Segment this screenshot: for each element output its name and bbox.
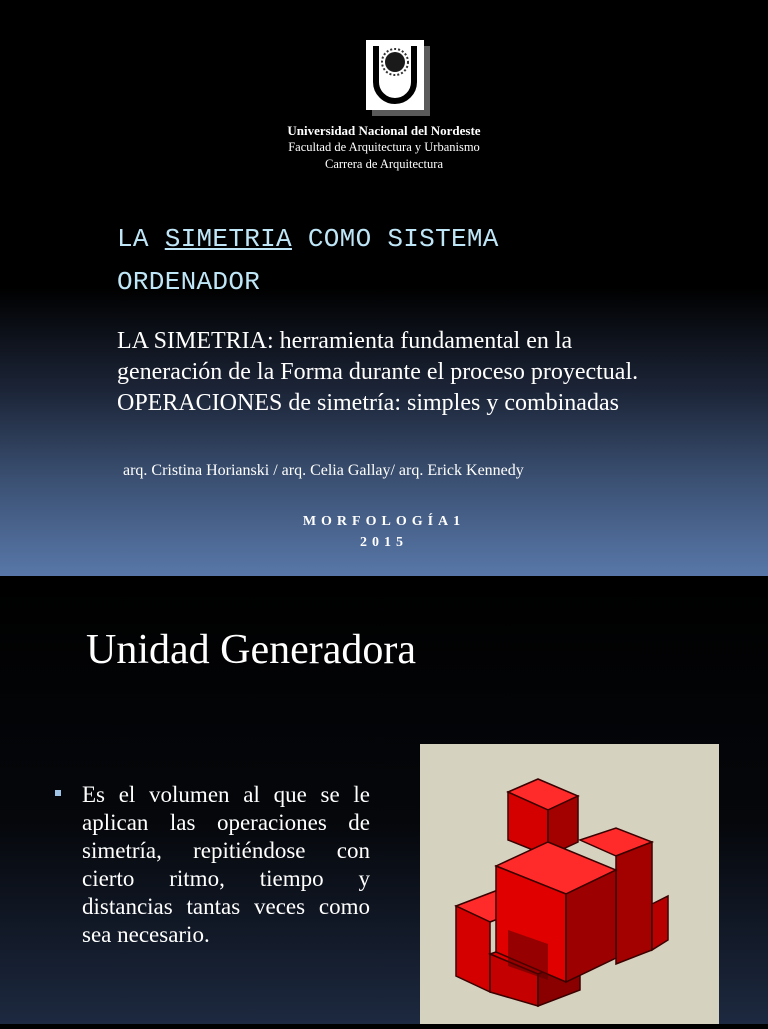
red-cube-illustration — [420, 744, 719, 1024]
cube-image — [420, 744, 719, 1024]
course-info — [0, 511, 768, 553]
title-part1: LA — [117, 224, 165, 254]
title-underlined-word: SIMETRIA — [164, 224, 292, 254]
description-line1: LA SIMETRIA: herramienta fundamental en la — [117, 328, 573, 354]
title-part2: COMO SISTEMA — [291, 224, 499, 254]
course-year: 2015 — [360, 535, 408, 550]
faculty-name: Facultad de Arquitectura y Urbanismo — [288, 140, 480, 154]
description-line3: OPERACIONES de simetría: simples y combinadas — [117, 390, 619, 416]
slide-title — [117, 218, 677, 304]
slide-description — [117, 326, 717, 419]
title-line2: ORDENADOR — [117, 267, 261, 297]
university-logo — [366, 40, 430, 116]
bullet-text: Es el volumen al que se le aplican las operaciones de simetría, repitiéndose con cierto ritmo, tiempo y distancias tantas veces como sea necesario. — [82, 782, 370, 947]
career-name: Carrera de Arquitectura — [325, 157, 443, 171]
description-line2: generación de la Forma durante el proceso proyectual. — [117, 359, 639, 385]
bullet-icon — [55, 790, 61, 796]
slide-heading: Unidad Generadora — [86, 627, 417, 673]
university-name: Universidad Nacional del Nordeste — [287, 123, 481, 138]
university-header — [0, 122, 768, 173]
authors: arq. Cristina Horianski / arq. Celia Gallay/ arq. Erick Kennedy — [123, 462, 524, 479]
course-name: MORFOLOGÍA1 — [302, 514, 466, 529]
